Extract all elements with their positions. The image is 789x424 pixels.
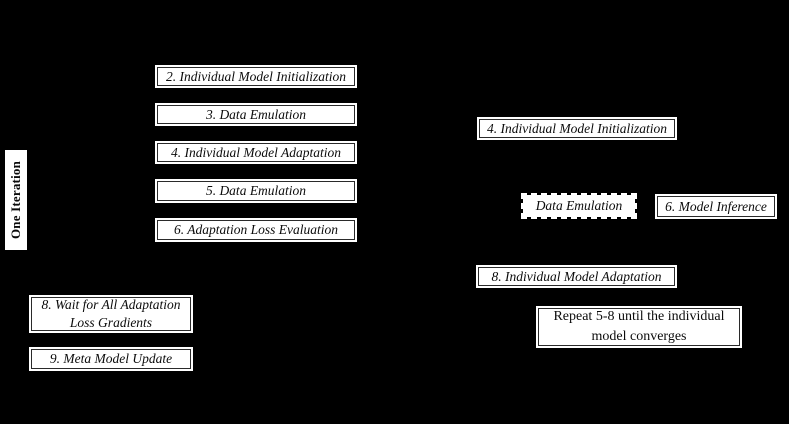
repeat-until-converges-note-box: Repeat 5-8 until the individual model converges xyxy=(536,306,742,348)
step-5-data-emulation-box: 5. Data Emulation xyxy=(155,179,357,203)
step-8-individual-model-adaptation-box: 8. Individual Model Adaptation xyxy=(476,265,677,288)
step-6-adaptation-loss-evaluation-box: 6. Adaptation Loss Evaluation xyxy=(155,218,357,242)
step-8-wait-for-all-adaptation-loss-gradients-box: 8. Wait for All Adaptation Loss Gradients xyxy=(29,295,193,333)
step-3-data-emulation-box: 3. Data Emulation xyxy=(155,103,357,126)
one-iteration-label: One Iteration xyxy=(8,160,23,240)
step-9-meta-model-update-box: 9. Meta Model Update xyxy=(29,347,193,371)
step-2-individual-model-initialization-box: 2. Individual Model Initialization xyxy=(155,65,357,88)
step-4-individual-model-initialization-box: 4. Individual Model Initialization xyxy=(477,117,677,140)
one-iteration-label-box xyxy=(5,150,27,250)
step-6-model-inference-box: 6. Model Inference xyxy=(655,194,777,219)
data-emulation-dashed-box: Data Emulation xyxy=(521,193,637,219)
step-4-individual-model-adaptation-box: 4. Individual Model Adaptation xyxy=(155,141,357,164)
